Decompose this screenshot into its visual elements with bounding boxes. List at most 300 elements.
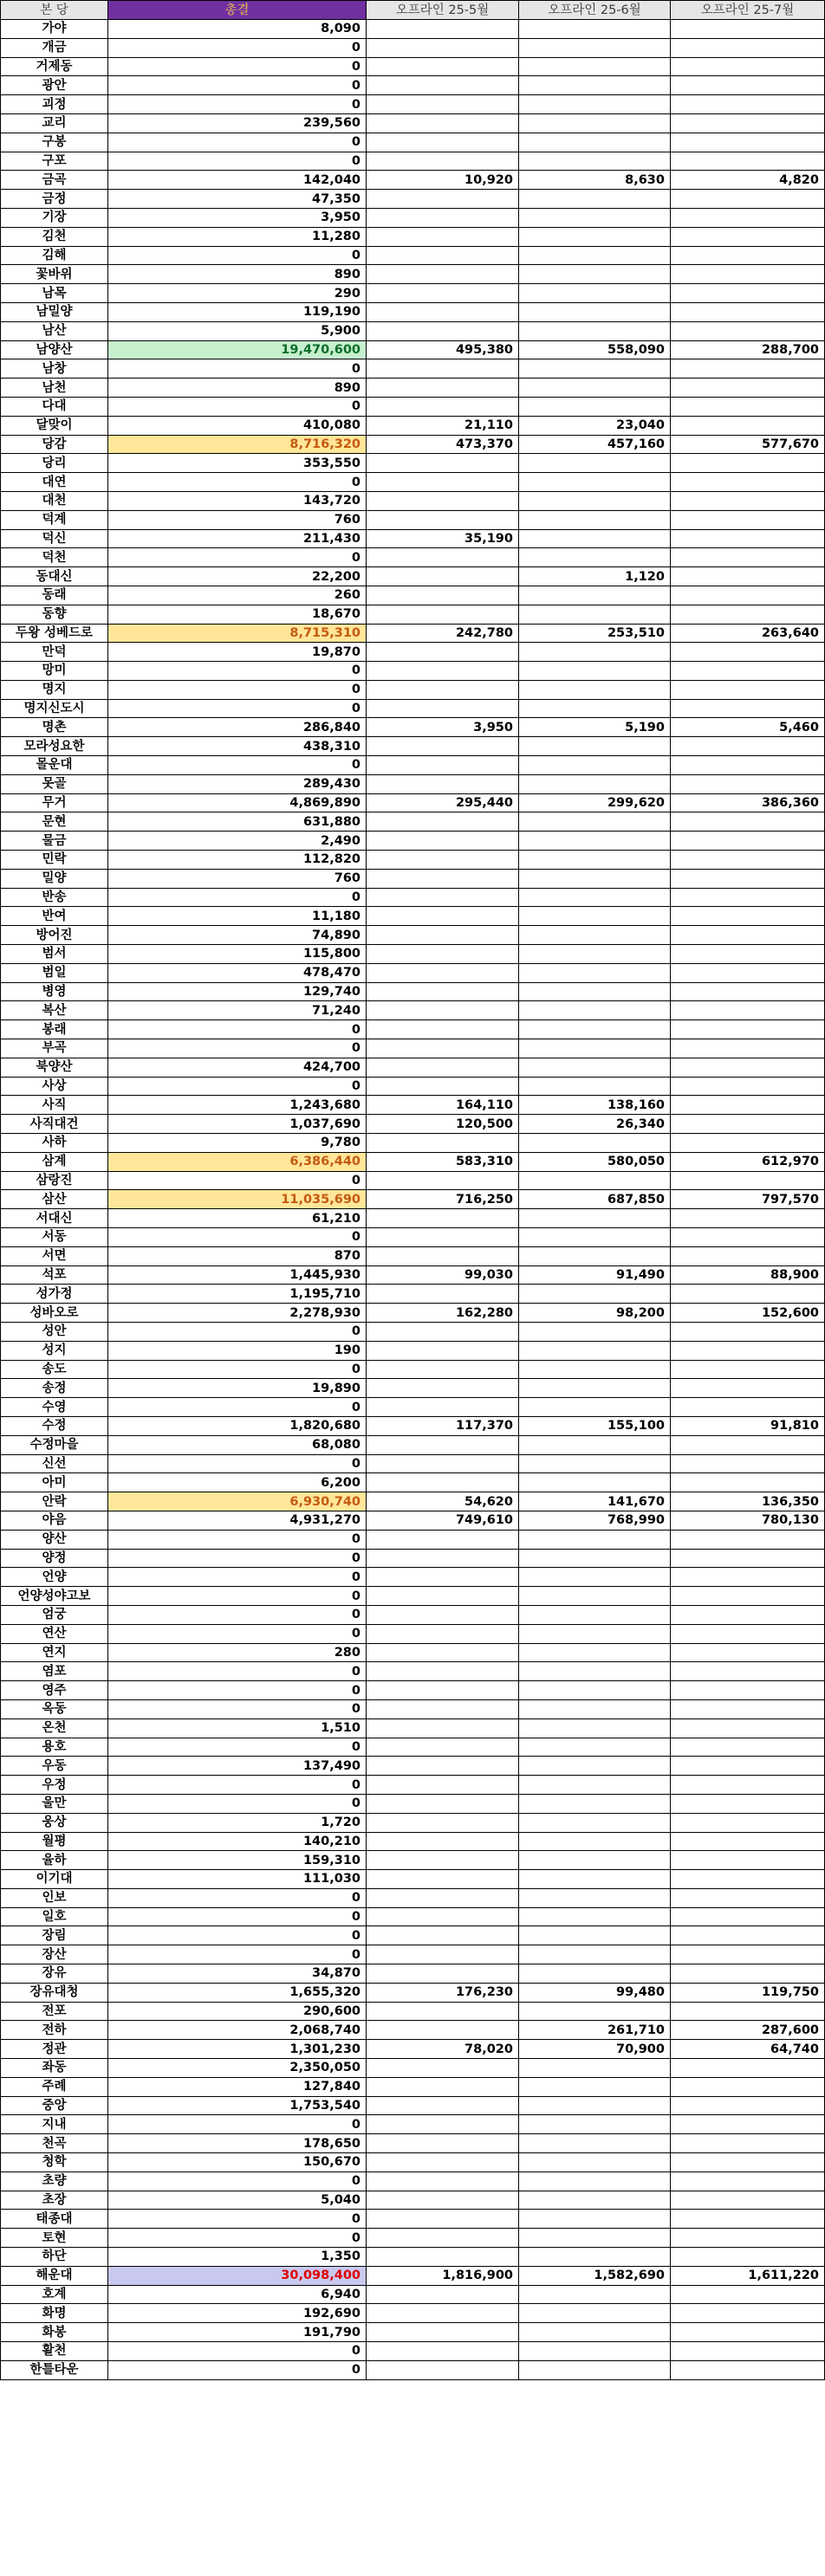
total-cell[interactable]: 0 <box>108 1228 367 1247</box>
parish-name-cell[interactable]: 청학 <box>1 2153 108 2172</box>
offline-may-cell[interactable] <box>367 945 519 964</box>
parish-name-cell[interactable]: 용호 <box>1 1738 108 1757</box>
total-cell[interactable]: 0 <box>108 1926 367 1945</box>
total-cell[interactable]: 286,840 <box>108 718 367 737</box>
total-cell[interactable]: 11,035,690 <box>108 1190 367 1209</box>
parish-name-cell[interactable]: 좌동 <box>1 2059 108 2078</box>
offline-june-cell[interactable] <box>519 756 671 775</box>
total-cell[interactable]: 1,820,680 <box>108 1416 367 1435</box>
offline-july-cell[interactable] <box>671 2077 825 2096</box>
offline-june-cell[interactable] <box>519 1738 671 1757</box>
offline-july-cell[interactable] <box>671 1360 825 1379</box>
offline-may-cell[interactable] <box>367 1757 519 1776</box>
total-cell[interactable]: 137,490 <box>108 1757 367 1776</box>
total-cell[interactable]: 0 <box>108 1699 367 1718</box>
offline-may-cell[interactable] <box>367 1171 519 1190</box>
offline-june-cell[interactable] <box>519 869 671 888</box>
offline-june-cell[interactable] <box>519 2323 671 2342</box>
offline-july-cell[interactable] <box>671 38 825 57</box>
offline-may-cell[interactable] <box>367 473 519 492</box>
offline-may-cell[interactable]: 583,310 <box>367 1152 519 1171</box>
offline-july-cell[interactable] <box>671 1643 825 1662</box>
parish-name-cell[interactable]: 부곡 <box>1 1039 108 1058</box>
offline-may-cell[interactable] <box>367 680 519 699</box>
offline-july-cell[interactable] <box>671 851 825 870</box>
offline-may-cell[interactable] <box>367 1530 519 1549</box>
offline-may-cell[interactable] <box>367 2323 519 2342</box>
total-cell[interactable]: 280 <box>108 1643 367 1662</box>
offline-july-cell[interactable] <box>671 397 825 416</box>
offline-may-cell[interactable] <box>367 1624 519 1643</box>
parish-name-cell[interactable]: 태종대 <box>1 2210 108 2229</box>
total-cell[interactable]: 2,068,740 <box>108 2021 367 2040</box>
offline-july-cell[interactable]: 386,360 <box>671 793 825 812</box>
offline-june-cell[interactable] <box>519 662 671 681</box>
parish-name-cell[interactable]: 사하 <box>1 1134 108 1153</box>
parish-name-cell[interactable]: 주례 <box>1 2077 108 2096</box>
parish-name-cell[interactable]: 지내 <box>1 2115 108 2134</box>
parish-name-cell[interactable]: 괴정 <box>1 95 108 114</box>
total-cell[interactable]: 22,200 <box>108 567 367 586</box>
parish-name-cell[interactable]: 범서 <box>1 945 108 964</box>
offline-july-cell[interactable] <box>671 2153 825 2172</box>
offline-may-cell[interactable] <box>367 1209 519 1228</box>
offline-june-cell[interactable] <box>519 2059 671 2078</box>
offline-june-cell[interactable] <box>519 1832 671 1851</box>
offline-july-cell[interactable]: 612,970 <box>671 1152 825 1171</box>
parish-name-cell[interactable]: 수정 <box>1 1416 108 1435</box>
total-cell[interactable]: 1,445,930 <box>108 1265 367 1285</box>
offline-may-cell[interactable] <box>367 397 519 416</box>
total-cell[interactable]: 0 <box>108 680 367 699</box>
offline-june-cell[interactable] <box>519 76 671 95</box>
offline-may-cell[interactable] <box>367 1945 519 1964</box>
parish-name-cell[interactable]: 망미 <box>1 662 108 681</box>
offline-june-cell[interactable] <box>519 1624 671 1643</box>
parish-name-cell[interactable]: 모라성요한 <box>1 737 108 756</box>
offline-june-cell[interactable] <box>519 812 671 832</box>
total-cell[interactable]: 0 <box>108 95 367 114</box>
offline-may-cell[interactable] <box>367 1926 519 1945</box>
total-cell[interactable]: 0 <box>108 1605 367 1624</box>
total-cell[interactable]: 71,240 <box>108 1001 367 1020</box>
total-cell[interactable]: 0 <box>108 1945 367 1964</box>
offline-may-cell[interactable] <box>367 1776 519 1795</box>
offline-july-cell[interactable] <box>671 1228 825 1247</box>
offline-june-cell[interactable] <box>519 1549 671 1568</box>
offline-june-cell[interactable]: 1,120 <box>519 567 671 586</box>
offline-july-cell[interactable] <box>671 2191 825 2210</box>
parish-name-cell[interactable]: 사상 <box>1 1077 108 1096</box>
offline-may-cell[interactable]: 164,110 <box>367 1096 519 1115</box>
offline-july-cell[interactable] <box>671 2002 825 2021</box>
total-cell[interactable]: 4,869,890 <box>108 793 367 812</box>
offline-july-cell[interactable] <box>671 1530 825 1549</box>
total-cell[interactable]: 1,350 <box>108 2248 367 2267</box>
offline-june-cell[interactable] <box>519 1718 671 1738</box>
offline-july-cell[interactable] <box>671 2134 825 2153</box>
parish-name-cell[interactable]: 활천 <box>1 2342 108 2361</box>
offline-may-cell[interactable] <box>367 643 519 662</box>
parish-name-cell[interactable]: 꽃바위 <box>1 265 108 284</box>
total-cell[interactable]: 290,600 <box>108 2002 367 2021</box>
total-cell[interactable]: 760 <box>108 869 367 888</box>
parish-name-cell[interactable]: 달맞이 <box>1 416 108 435</box>
offline-july-cell[interactable] <box>671 227 825 246</box>
total-cell[interactable]: 0 <box>108 1171 367 1190</box>
offline-may-cell[interactable] <box>367 1605 519 1624</box>
offline-july-cell[interactable] <box>671 737 825 756</box>
offline-june-cell[interactable] <box>519 1360 671 1379</box>
offline-june-cell[interactable] <box>519 1813 671 1832</box>
offline-july-cell[interactable] <box>671 2304 825 2323</box>
offline-june-cell[interactable] <box>519 265 671 284</box>
parish-name-cell[interactable]: 방어진 <box>1 926 108 945</box>
offline-may-cell[interactable] <box>367 1568 519 1587</box>
total-cell[interactable]: 190 <box>108 1341 367 1360</box>
offline-july-cell[interactable] <box>671 1699 825 1718</box>
total-cell[interactable]: 0 <box>108 2210 367 2229</box>
parish-name-cell[interactable]: 남산 <box>1 321 108 340</box>
offline-july-cell[interactable] <box>671 699 825 718</box>
offline-june-cell[interactable]: 141,670 <box>519 1492 671 1511</box>
offline-may-cell[interactable]: 295,440 <box>367 793 519 812</box>
total-cell[interactable]: 9,780 <box>108 1134 367 1153</box>
total-cell[interactable]: 5,900 <box>108 321 367 340</box>
offline-may-cell[interactable] <box>367 1454 519 1473</box>
offline-july-cell[interactable] <box>671 1134 825 1153</box>
parish-name-cell[interactable]: 덕신 <box>1 529 108 548</box>
total-cell[interactable]: 1,037,690 <box>108 1115 367 1134</box>
parish-name-cell[interactable]: 우동 <box>1 1757 108 1776</box>
total-cell[interactable]: 1,243,680 <box>108 1096 367 1115</box>
total-cell[interactable]: 0 <box>108 699 367 718</box>
total-cell[interactable]: 0 <box>108 473 367 492</box>
offline-june-cell[interactable] <box>519 1888 671 1907</box>
parish-name-cell[interactable]: 밀양 <box>1 869 108 888</box>
offline-july-cell[interactable] <box>671 2342 825 2361</box>
parish-name-cell[interactable]: 삼계 <box>1 1152 108 1171</box>
parish-name-cell[interactable]: 개금 <box>1 38 108 57</box>
offline-june-cell[interactable] <box>519 246 671 265</box>
offline-june-cell[interactable] <box>519 321 671 340</box>
offline-june-cell[interactable] <box>519 491 671 510</box>
offline-june-cell[interactable] <box>519 1228 671 1247</box>
offline-may-cell[interactable]: 99,030 <box>367 1265 519 1285</box>
total-cell[interactable]: 0 <box>108 1322 367 1341</box>
total-cell[interactable]: 0 <box>108 1888 367 1907</box>
offline-july-cell[interactable] <box>671 1341 825 1360</box>
offline-june-cell[interactable] <box>519 379 671 398</box>
total-cell[interactable]: 143,720 <box>108 491 367 510</box>
offline-june-cell[interactable] <box>519 152 671 171</box>
offline-june-cell[interactable] <box>519 1662 671 1681</box>
parish-name-cell[interactable]: 삼랑진 <box>1 1171 108 1190</box>
parish-name-cell[interactable]: 사직 <box>1 1096 108 1115</box>
parish-name-cell[interactable]: 금곡 <box>1 171 108 190</box>
offline-may-cell[interactable]: 495,380 <box>367 340 519 359</box>
offline-july-cell[interactable] <box>671 2171 825 2191</box>
offline-july-cell[interactable]: 288,700 <box>671 340 825 359</box>
total-cell[interactable]: 0 <box>108 1587 367 1606</box>
offline-june-cell[interactable]: 155,100 <box>519 1416 671 1435</box>
total-cell[interactable]: 631,880 <box>108 812 367 832</box>
parish-name-cell[interactable]: 광안 <box>1 76 108 95</box>
offline-may-cell[interactable] <box>367 152 519 171</box>
offline-july-cell[interactable] <box>671 586 825 605</box>
total-cell[interactable]: 0 <box>108 57 367 76</box>
parish-name-cell[interactable]: 전포 <box>1 2002 108 2021</box>
offline-july-cell[interactable] <box>671 190 825 209</box>
total-cell[interactable]: 178,650 <box>108 2134 367 2153</box>
parish-name-cell[interactable]: 남천 <box>1 379 108 398</box>
total-cell[interactable]: 127,840 <box>108 2077 367 2096</box>
offline-july-cell[interactable]: 91,810 <box>671 1416 825 1435</box>
offline-may-cell[interactable] <box>367 246 519 265</box>
parish-name-cell[interactable]: 연산 <box>1 1624 108 1643</box>
offline-july-cell[interactable] <box>671 1624 825 1643</box>
offline-july-cell[interactable] <box>671 1681 825 1700</box>
offline-june-cell[interactable]: 26,340 <box>519 1115 671 1134</box>
offline-july-cell[interactable] <box>671 76 825 95</box>
offline-july-cell[interactable] <box>671 95 825 114</box>
offline-july-cell[interactable]: 780,130 <box>671 1511 825 1530</box>
offline-june-cell[interactable]: 8,630 <box>519 171 671 190</box>
offline-may-cell[interactable] <box>367 2021 519 2040</box>
parish-name-cell[interactable]: 기장 <box>1 208 108 227</box>
offline-july-cell[interactable]: 5,460 <box>671 718 825 737</box>
offline-june-cell[interactable] <box>519 1454 671 1473</box>
parish-name-cell[interactable]: 수영 <box>1 1398 108 1417</box>
parish-name-cell[interactable]: 문현 <box>1 812 108 832</box>
header-offline-june[interactable]: 오프라인 25-6월 <box>519 1 671 20</box>
total-cell[interactable]: 0 <box>108 2229 367 2248</box>
offline-may-cell[interactable] <box>367 2285 519 2304</box>
offline-june-cell[interactable] <box>519 1039 671 1058</box>
offline-may-cell[interactable] <box>367 208 519 227</box>
offline-july-cell[interactable] <box>671 1096 825 1115</box>
parish-name-cell[interactable]: 명촌 <box>1 718 108 737</box>
total-cell[interactable]: 289,430 <box>108 774 367 793</box>
total-cell[interactable]: 6,940 <box>108 2285 367 2304</box>
offline-july-cell[interactable] <box>671 1058 825 1077</box>
parish-name-cell[interactable]: 우정 <box>1 1776 108 1795</box>
offline-may-cell[interactable]: 54,620 <box>367 1492 519 1511</box>
parish-name-cell[interactable]: 엄궁 <box>1 1605 108 1624</box>
offline-june-cell[interactable] <box>519 510 671 529</box>
offline-june-cell[interactable]: 70,900 <box>519 2040 671 2059</box>
offline-june-cell[interactable] <box>519 2115 671 2134</box>
offline-may-cell[interactable] <box>367 57 519 76</box>
offline-july-cell[interactable]: 797,570 <box>671 1190 825 1209</box>
offline-july-cell[interactable] <box>671 1907 825 1926</box>
offline-june-cell[interactable] <box>519 1757 671 1776</box>
total-cell[interactable]: 0 <box>108 1039 367 1058</box>
offline-may-cell[interactable] <box>367 133 519 152</box>
parish-name-cell[interactable]: 안락 <box>1 1492 108 1511</box>
parish-name-cell[interactable]: 서면 <box>1 1246 108 1265</box>
total-cell[interactable]: 111,030 <box>108 1870 367 1889</box>
offline-july-cell[interactable] <box>671 2285 825 2304</box>
offline-june-cell[interactable] <box>519 1530 671 1549</box>
offline-may-cell[interactable] <box>367 1813 519 1832</box>
offline-july-cell[interactable]: 263,640 <box>671 624 825 643</box>
parish-name-cell[interactable]: 남밀양 <box>1 302 108 321</box>
parish-name-cell[interactable]: 북양산 <box>1 1058 108 1077</box>
offline-may-cell[interactable] <box>367 567 519 586</box>
offline-june-cell[interactable] <box>519 926 671 945</box>
offline-june-cell[interactable] <box>519 1587 671 1606</box>
offline-july-cell[interactable] <box>671 1964 825 1984</box>
offline-july-cell[interactable] <box>671 1077 825 1096</box>
parish-name-cell[interactable]: 장유 <box>1 1964 108 1984</box>
offline-may-cell[interactable]: 10,920 <box>367 171 519 190</box>
offline-june-cell[interactable] <box>519 1681 671 1700</box>
offline-june-cell[interactable]: 23,040 <box>519 416 671 435</box>
total-cell[interactable]: 112,820 <box>108 851 367 870</box>
total-cell[interactable]: 6,930,740 <box>108 1492 367 1511</box>
parish-name-cell[interactable]: 한틀타운 <box>1 2360 108 2379</box>
offline-july-cell[interactable] <box>671 680 825 699</box>
offline-may-cell[interactable] <box>367 190 519 209</box>
offline-june-cell[interactable] <box>519 529 671 548</box>
offline-july-cell[interactable]: 287,600 <box>671 2021 825 2040</box>
parish-name-cell[interactable]: 봉래 <box>1 1020 108 1039</box>
total-cell[interactable]: 0 <box>108 756 367 775</box>
offline-july-cell[interactable] <box>671 1171 825 1190</box>
parish-name-cell[interactable]: 일호 <box>1 1907 108 1926</box>
offline-june-cell[interactable] <box>519 2285 671 2304</box>
total-cell[interactable]: 19,890 <box>108 1379 367 1398</box>
offline-june-cell[interactable] <box>519 1776 671 1795</box>
offline-july-cell[interactable] <box>671 1435 825 1454</box>
offline-july-cell[interactable] <box>671 379 825 398</box>
total-cell[interactable]: 890 <box>108 379 367 398</box>
offline-may-cell[interactable] <box>367 1228 519 1247</box>
offline-june-cell[interactable] <box>519 1285 671 1304</box>
total-cell[interactable]: 1,195,710 <box>108 1285 367 1304</box>
total-cell[interactable]: 0 <box>108 888 367 907</box>
offline-may-cell[interactable] <box>367 926 519 945</box>
offline-june-cell[interactable] <box>519 1058 671 1077</box>
offline-may-cell[interactable] <box>367 907 519 926</box>
offline-july-cell[interactable] <box>671 1945 825 1964</box>
offline-may-cell[interactable] <box>367 1134 519 1153</box>
header-offline-july[interactable]: 오프라인 25-7월 <box>671 1 825 20</box>
offline-june-cell[interactable]: 5,190 <box>519 718 671 737</box>
parish-name-cell[interactable]: 화봉 <box>1 2323 108 2342</box>
offline-july-cell[interactable] <box>671 2360 825 2379</box>
offline-july-cell[interactable] <box>671 2115 825 2134</box>
total-cell[interactable]: 890 <box>108 265 367 284</box>
total-cell[interactable]: 119,190 <box>108 302 367 321</box>
offline-june-cell[interactable] <box>519 1246 671 1265</box>
offline-july-cell[interactable]: 136,350 <box>671 1492 825 1511</box>
parish-name-cell[interactable]: 천곡 <box>1 2134 108 2153</box>
offline-may-cell[interactable]: 117,370 <box>367 1416 519 1435</box>
offline-may-cell[interactable] <box>367 302 519 321</box>
offline-july-cell[interactable] <box>671 2229 825 2248</box>
parish-name-cell[interactable]: 김천 <box>1 227 108 246</box>
offline-may-cell[interactable] <box>367 1020 519 1039</box>
total-cell[interactable]: 4,931,270 <box>108 1511 367 1530</box>
offline-july-cell[interactable] <box>671 1587 825 1606</box>
offline-may-cell[interactable] <box>367 1832 519 1851</box>
total-cell[interactable]: 0 <box>108 1681 367 1700</box>
total-cell[interactable]: 19,470,600 <box>108 340 367 359</box>
offline-july-cell[interactable] <box>671 1718 825 1738</box>
offline-may-cell[interactable] <box>367 756 519 775</box>
total-cell[interactable]: 142,040 <box>108 171 367 190</box>
parish-name-cell[interactable]: 초장 <box>1 2191 108 2210</box>
offline-june-cell[interactable] <box>519 1907 671 1926</box>
offline-may-cell[interactable] <box>367 1341 519 1360</box>
parish-name-cell[interactable]: 금정 <box>1 190 108 209</box>
offline-july-cell[interactable]: 4,820 <box>671 171 825 190</box>
offline-july-cell[interactable] <box>671 1454 825 1473</box>
offline-may-cell[interactable] <box>367 548 519 567</box>
offline-july-cell[interactable] <box>671 284 825 303</box>
parish-name-cell[interactable]: 영주 <box>1 1681 108 1700</box>
offline-may-cell[interactable] <box>367 1851 519 1870</box>
parish-name-cell[interactable]: 가야 <box>1 20 108 39</box>
parish-name-cell[interactable]: 하단 <box>1 2248 108 2267</box>
offline-june-cell[interactable] <box>519 1870 671 1889</box>
offline-may-cell[interactable]: 78,020 <box>367 2040 519 2059</box>
offline-may-cell[interactable] <box>367 963 519 982</box>
offline-june-cell[interactable] <box>519 1643 671 1662</box>
offline-june-cell[interactable]: 91,490 <box>519 1265 671 1285</box>
total-cell[interactable]: 1,301,230 <box>108 2040 367 2059</box>
offline-may-cell[interactable] <box>367 2304 519 2323</box>
offline-may-cell[interactable] <box>367 1001 519 1020</box>
offline-june-cell[interactable] <box>519 851 671 870</box>
offline-july-cell[interactable] <box>671 1115 825 1134</box>
offline-july-cell[interactable] <box>671 774 825 793</box>
total-cell[interactable]: 0 <box>108 1077 367 1096</box>
offline-june-cell[interactable] <box>519 38 671 57</box>
offline-may-cell[interactable] <box>367 1718 519 1738</box>
offline-may-cell[interactable] <box>367 491 519 510</box>
offline-june-cell[interactable] <box>519 1473 671 1492</box>
offline-may-cell[interactable] <box>367 982 519 1001</box>
offline-june-cell[interactable] <box>519 397 671 416</box>
parish-name-cell[interactable]: 범일 <box>1 963 108 982</box>
parish-name-cell[interactable]: 염포 <box>1 1662 108 1681</box>
parish-name-cell[interactable]: 남양산 <box>1 340 108 359</box>
parish-name-cell[interactable]: 수정마을 <box>1 1435 108 1454</box>
offline-may-cell[interactable] <box>367 1379 519 1398</box>
offline-june-cell[interactable] <box>519 1001 671 1020</box>
parish-name-cell[interactable]: 석포 <box>1 1265 108 1285</box>
parish-name-cell[interactable]: 복산 <box>1 1001 108 1020</box>
offline-may-cell[interactable] <box>367 1870 519 1889</box>
offline-june-cell[interactable] <box>519 982 671 1001</box>
offline-july-cell[interactable] <box>671 2059 825 2078</box>
offline-may-cell[interactable] <box>367 2360 519 2379</box>
parish-name-cell[interactable]: 야음 <box>1 1511 108 1530</box>
offline-may-cell[interactable]: 749,610 <box>367 1511 519 1530</box>
header-total[interactable]: 총결 <box>108 1 367 20</box>
offline-june-cell[interactable]: 457,160 <box>519 435 671 454</box>
total-cell[interactable]: 6,200 <box>108 1473 367 1492</box>
total-cell[interactable]: 0 <box>108 1776 367 1795</box>
offline-june-cell[interactable] <box>519 945 671 964</box>
offline-july-cell[interactable] <box>671 302 825 321</box>
total-cell[interactable]: 0 <box>108 1794 367 1813</box>
offline-july-cell[interactable] <box>671 1285 825 1304</box>
offline-may-cell[interactable] <box>367 38 519 57</box>
